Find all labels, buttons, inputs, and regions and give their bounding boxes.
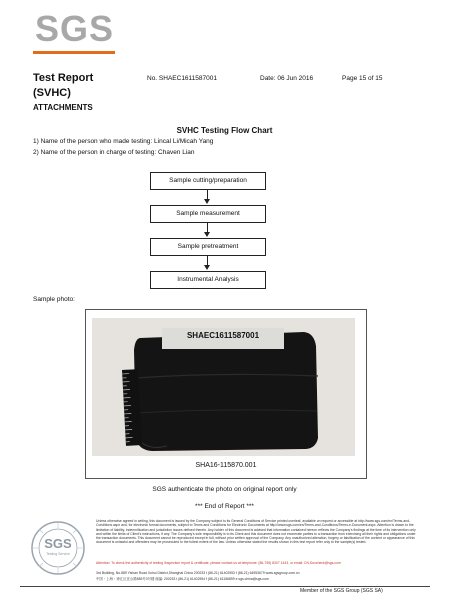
flow-step-1: Sample cutting/preparation: [150, 172, 266, 190]
tester-name: 1) Name of the person who made testing: Lincal Li/Micah Yang: [33, 138, 214, 145]
end-of-report: *** End of Report ***: [195, 503, 254, 510]
section-heading: ATTACHMENTS: [33, 103, 93, 112]
flow-step-3: Sample pretreatment: [150, 238, 266, 256]
flow-chart-title: SVHC Testing Flow Chart: [176, 126, 273, 135]
stamp-text: SGS: [44, 536, 72, 551]
sample-photo-label: Sample photo:: [33, 296, 75, 303]
authentication-note: SGS authenticate the photo on original report only: [152, 486, 297, 493]
arrow-down-icon: [204, 265, 210, 270]
flow-arrow: [207, 255, 208, 265]
report-title: Test Report: [33, 72, 94, 84]
arrow-down-icon: [204, 232, 210, 237]
flow-step-2: Sample measurement: [150, 205, 266, 223]
footer-address-en: 3rd Building, No.889 Yishan Road Xuhui District,Shanghai China 200233 t (86-21) 61402553 f (86-21) 64953679 www.sgsgroup.com.cn: [96, 571, 300, 575]
report-date: Date: 06 Jun 2016: [260, 75, 314, 82]
page-number: Page 15 of 15: [342, 75, 383, 82]
flow-arrow: [207, 189, 208, 199]
report-subtitle: (SVHC): [33, 87, 71, 99]
flow-step-4: Instrumental Analysis: [150, 271, 266, 289]
footer-divider: [20, 586, 430, 587]
footer-address-cn: 中国・上海・徐汇区宜山路889号3号楼 邮编: 200233 t (86-21) 61402594 f (86-21) 61156899 e sgs.china@sgs.com: [96, 577, 269, 581]
sgs-logo: SGS: [35, 8, 115, 49]
logo-accent-rule: [33, 51, 115, 54]
arrow-down-icon: [204, 199, 210, 204]
photo-caption: SHA16-115870.001: [195, 462, 257, 469]
footer-attention: Attention: To check the authenticity of testing /inspection report & certificate, please contact us at telephone: (86-755) 8307 1443, or email: CN.Doccheck@sgs.com: [96, 561, 341, 565]
stamp-subtext: Testing Service: [46, 552, 70, 556]
member-note: Member of the SGS Group (SGS SA): [300, 588, 383, 594]
sample-tag-label: SHAEC1611587001: [186, 331, 260, 340]
supervisor-name: 2) Name of the person in charge of testing: Chaven Lian: [33, 149, 195, 156]
footer-disclaimer: Unless otherwise agreed in writing, this document is issued by the Company subject to its General Conditions of Service printed overleaf, available on request or accessible at http://www.sgs.com/en/Terms-and-Conditions.aspx and, for electronic format documents, subject to Terms and Conditions for Electronic Documents at http://www.sgs.com/en/Terms-and-Conditions/Terms-e-Document.aspx. Attention is drawn to the limitation of liability, indemnification and jurisdiction issues defined therein. Any holder of this document is advised that information contained hereon reflects the Company's findings at the time of its intervention only and within the limits of Client's instructions, if any. The Company's sole responsibility is to its Client and this document does not exonerate parties to a transaction from exercising all their rights and obligations under the transaction documents. This document cannot be reproduced except in full, without prior written approval of the Company. Any unauthorized alteration, forgery or falsification of the content or appearance of this document is unlawful and offenders may be prosecuted to the fullest extent of the law. Unless otherwise stated the results shown in this test report refer only to the sample(s) tested.: [96, 519, 416, 545]
report-number: No. SHAEC1611587001: [147, 75, 217, 82]
flow-arrow: [207, 222, 208, 232]
